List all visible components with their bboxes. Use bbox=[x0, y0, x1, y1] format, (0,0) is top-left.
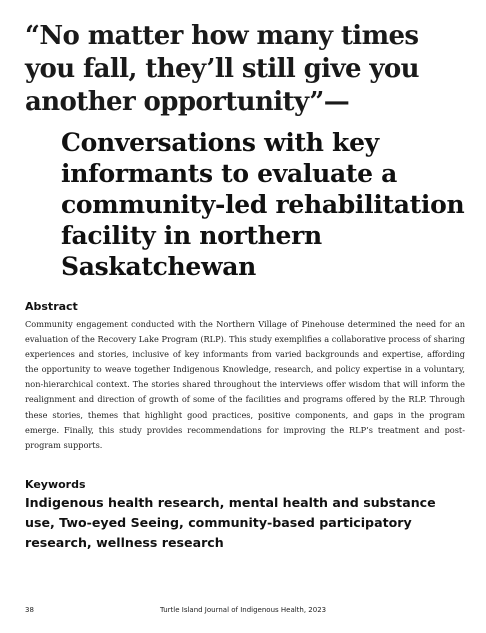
keywords-text: Indigenous health research, mental health and substance use, Two-eyed Seeing, community-based participatory research, wellness research bbox=[25, 495, 436, 550]
abstract-heading: Abstract bbox=[25, 300, 78, 313]
article-subtitle: Conversations with key informants to evaluate a community-led rehabilitation facility in northern Saskatchewan bbox=[61, 128, 465, 281]
keywords-heading: Keywords bbox=[25, 478, 86, 491]
quote-title: “No matter how many times you fall, they’ll still give you another opportunity”— bbox=[25, 21, 419, 117]
journal-footer: Turtle Island Journal of Indigenous Health, 2023 bbox=[160, 606, 327, 614]
page-number: 38 bbox=[25, 606, 34, 614]
abstract-text: Community engagement conducted with the Northern Village of Pinehouse determined the need for an evaluation of the Recovery Lake Program (RLP). This study exemplifies a collaborative process of sharing experiences and stories, inclusive of key informants from varied backgrounds and expertise, affording the opportunity to weave together Indigenous Knowledge, research, and policy expertise in a voluntary, non-hierarchical context. The stories shared throughout the interviews offer wisdom that will inform the realignment and direction of growth of some of the facilities and programs offered by the RLP. Through these stories, themes that highlight good practices, positive components, and gaps in the program emerge. Finally, this study provides recommendations for improving the RLP’s treatment and post-program supports. bbox=[25, 319, 465, 450]
